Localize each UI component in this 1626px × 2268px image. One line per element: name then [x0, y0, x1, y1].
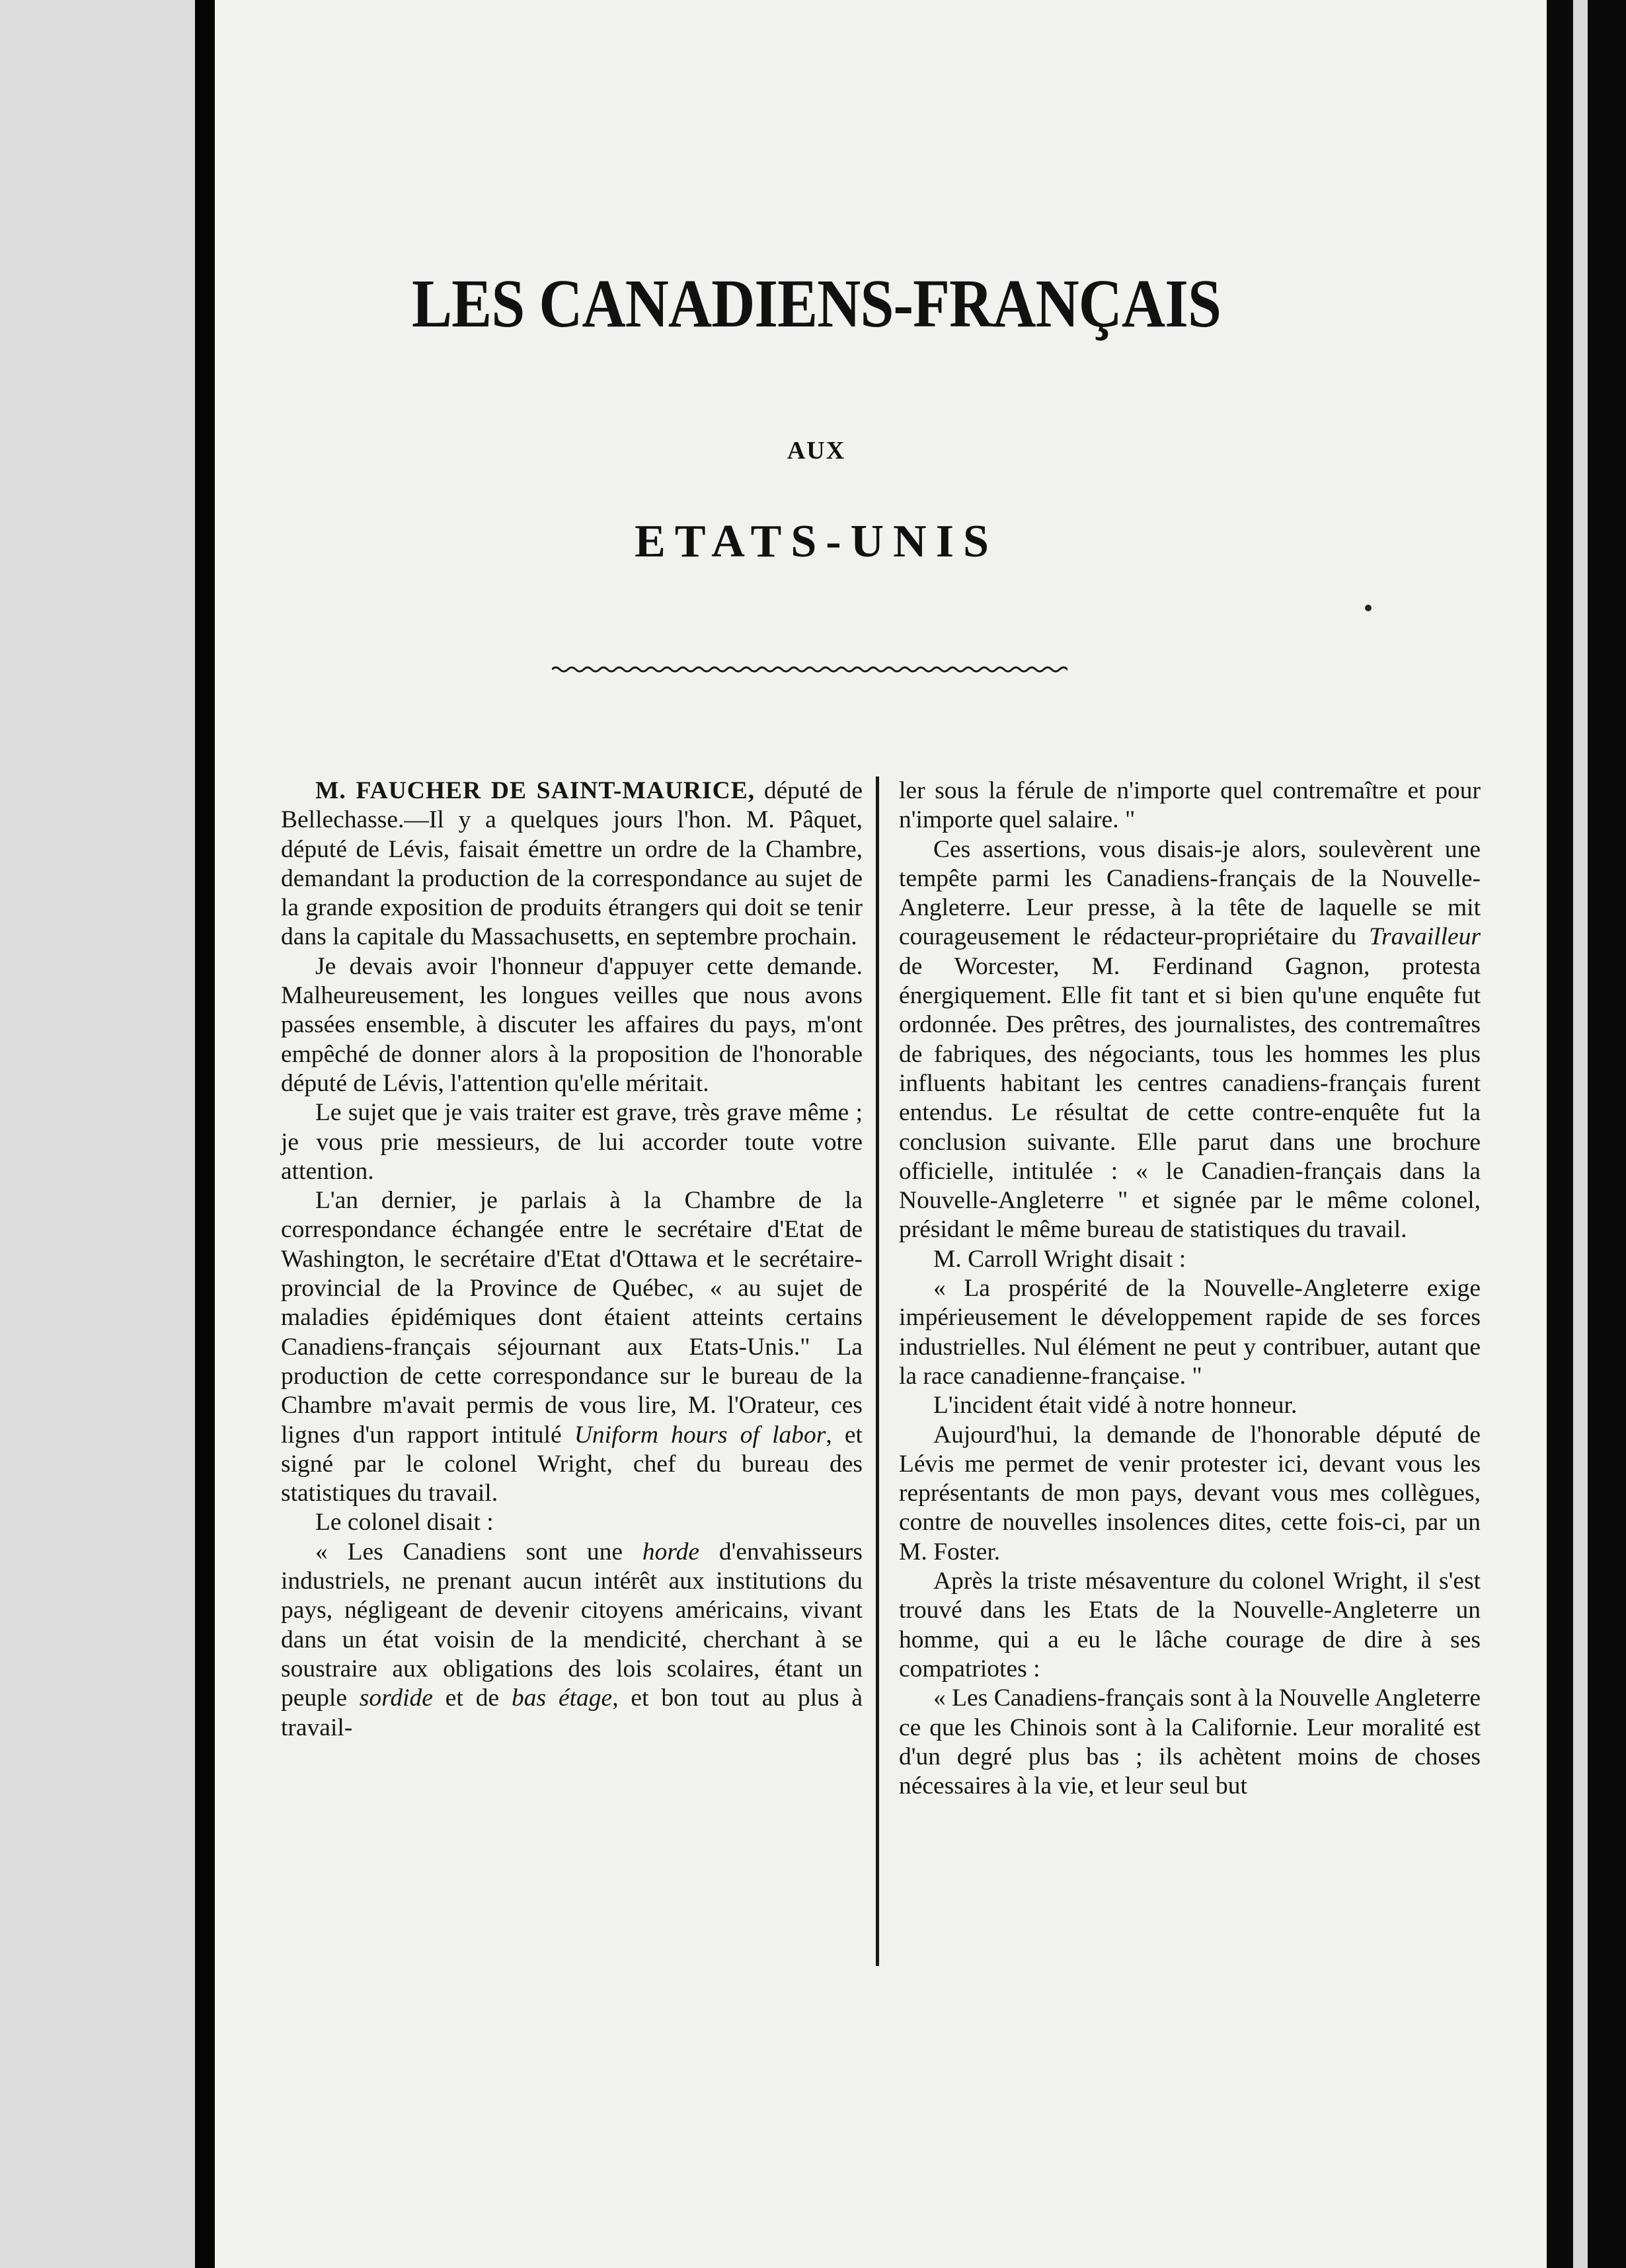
book-gutter: [195, 0, 215, 2268]
page-edge-strip: [1573, 0, 1588, 2268]
paragraph: [281, 1538, 863, 1743]
paragraph: « Les Canadiens-français sont à la Nouvelle Angleterre ce que les Chinois sont à la Californie. Leur moralité est d'un degré plus bas ; ils achètent moins de choses nécessaires à la vie, et leur seul but: [899, 1684, 1481, 1800]
decorative-rule-ornament: [552, 664, 1067, 675]
paragraph-text: L'an dernier, je parlais à la Chambre de la correspondance échangée entre le secrétaire d'Etat de Washington, le secrétaire d'Etat d'Ottawa et le secrétaire-provincial de la Province de Québec, « au sujet de maladies épidémiques dont étaient atteints certains Canadiens-français séjournant aux Etats-Unis." La production de cette correspondance sur le bureau de la Chambre m'avait permis de vous lire, M. l'Orateur, ces lignes d'un rapport intitulé: [281, 1187, 863, 1449]
print-speck: [1365, 605, 1372, 611]
paragraph: [899, 835, 1481, 1245]
paragraph: ler sous la férule de n'importe quel contremaître et pour n'importe quel salaire. ": [899, 777, 1481, 834]
paragraph: Aujourd'hui, la demande de l'honorable député de Lévis me permet de venir protester ici, devant vous les représentants de mon pays, devant vous mes collègues, contre de nouvelles insolences dites, cette fois-ci, par un M. Foster.: [899, 1421, 1481, 1566]
page-title: LES CANADIENS-FRANÇAIS: [412, 266, 1221, 342]
subtitle-etats-unis: ETATS-UNIS: [635, 516, 998, 567]
speaker-name: M. FAUCHER DE SAINT-MAURICE,: [315, 777, 755, 804]
italic-word: bas étage: [512, 1684, 613, 1712]
paragraph-text: et de: [432, 1684, 512, 1712]
paragraph-text: député de Bellechasse.—Il y a quelques jours l'hon. M. Pâquet, député de Lévis, faisait émettre un ordre de la Chambre, demandant la production de la correspondance au sujet de la grande exposition de produits étrangers qui doit se tenir dans la capitale du Massachusetts, en septembre prochain.: [281, 777, 863, 951]
paragraph-text: de Worcester, M. Ferdinand Gagnon, protesta énergiquement. Elle fit tant et si bien qu'une enquête fut ordonnée. Des prêtres, des journalistes, des contremaîtres de fabriques, des négociants, tous les hommes les plus influents habitant les centres canadiens-français furent entendus. Le résultat de cette contre-enquête fut la conclusion suivante. Elle parut dans une brochure officielle, intitulée : « le Canadien-français dans la Nouvelle-Angleterre " et signée par le même colonel, présidant le même bureau de statistiques du travail.: [899, 952, 1481, 1244]
paragraph: M. Carroll Wright disait :: [933, 1245, 1186, 1273]
article-body: [281, 776, 1507, 1966]
previous-leaf-edge: [0, 0, 195, 2268]
paragraph-text: , et signé par le colonel Wright, chef du bureau des statistiques du travail.: [281, 1421, 863, 1507]
italic-title: Uniform hours of labor: [574, 1421, 826, 1449]
italic-title: Travailleur: [1369, 923, 1481, 951]
paragraph: Je devais avoir l'honneur d'appuyer cette demande. Malheureusement, les longues veilles que nous avons passées ensemble, à discuter les affaires du pays, m'ont empêché de donner alors à la proposition de l'honorable député de Lévis, l'attention qu'elle méritait.: [281, 952, 863, 1097]
paragraph-text: d'envahisseurs industriels, ne prenant aucun intérêt aux institutions du pays, négligeant de devenir citoyens américains, vivant dans un état voisin de la mendicité, cherchant à se soustraire aux obligations des lois scolaires, étant un peuple: [281, 1538, 863, 1712]
paragraph: [281, 1186, 863, 1508]
italic-word: sordide: [359, 1684, 433, 1712]
paragraph: [281, 776, 863, 952]
paragraph-text: , et bon tout au plus à travail-: [281, 1684, 863, 1741]
column-divider: [876, 776, 879, 1966]
subtitle-aux: AUX: [787, 437, 846, 465]
left-column: [281, 776, 863, 1743]
italic-word: horde: [642, 1538, 700, 1566]
paragraph: Après la triste mésaventure du colonel Wright, il s'est trouvé dans les Etats de la Nouvelle-Angleterre un homme, qui a eu le lâche courage de dire à ses compatriotes :: [899, 1568, 1481, 1682]
right-column: [899, 776, 1481, 1801]
paragraph-text: « Les Canadiens sont une: [315, 1538, 642, 1566]
paragraph: « La prospérité de la Nouvelle-Angleterre exige impérieusement le développement rapide de ses forces industrielles. Nul élément ne peut y contribuer, autant que la race canadienne-française. ": [899, 1275, 1481, 1390]
document-page: [215, 0, 1547, 2268]
next-leaf-edge: [1547, 0, 1626, 2268]
paragraph: Le colonel disait :: [315, 1509, 494, 1536]
paragraph: Le sujet que je vais traiter est grave, très grave même ; je vous prie messieurs, de lui accorder toute votre attention.: [281, 1099, 863, 1185]
paragraph-text: Ces assertions, vous disais-je alors, soulevèrent une tempête parmi les Canadiens-français de la Nouvelle-Angleterre. Leur presse, à la tête de laquelle se mit courageusement le rédacteur-propriétaire du: [899, 835, 1481, 951]
paragraph: L'incident était vidé à notre honneur.: [933, 1392, 1297, 1419]
